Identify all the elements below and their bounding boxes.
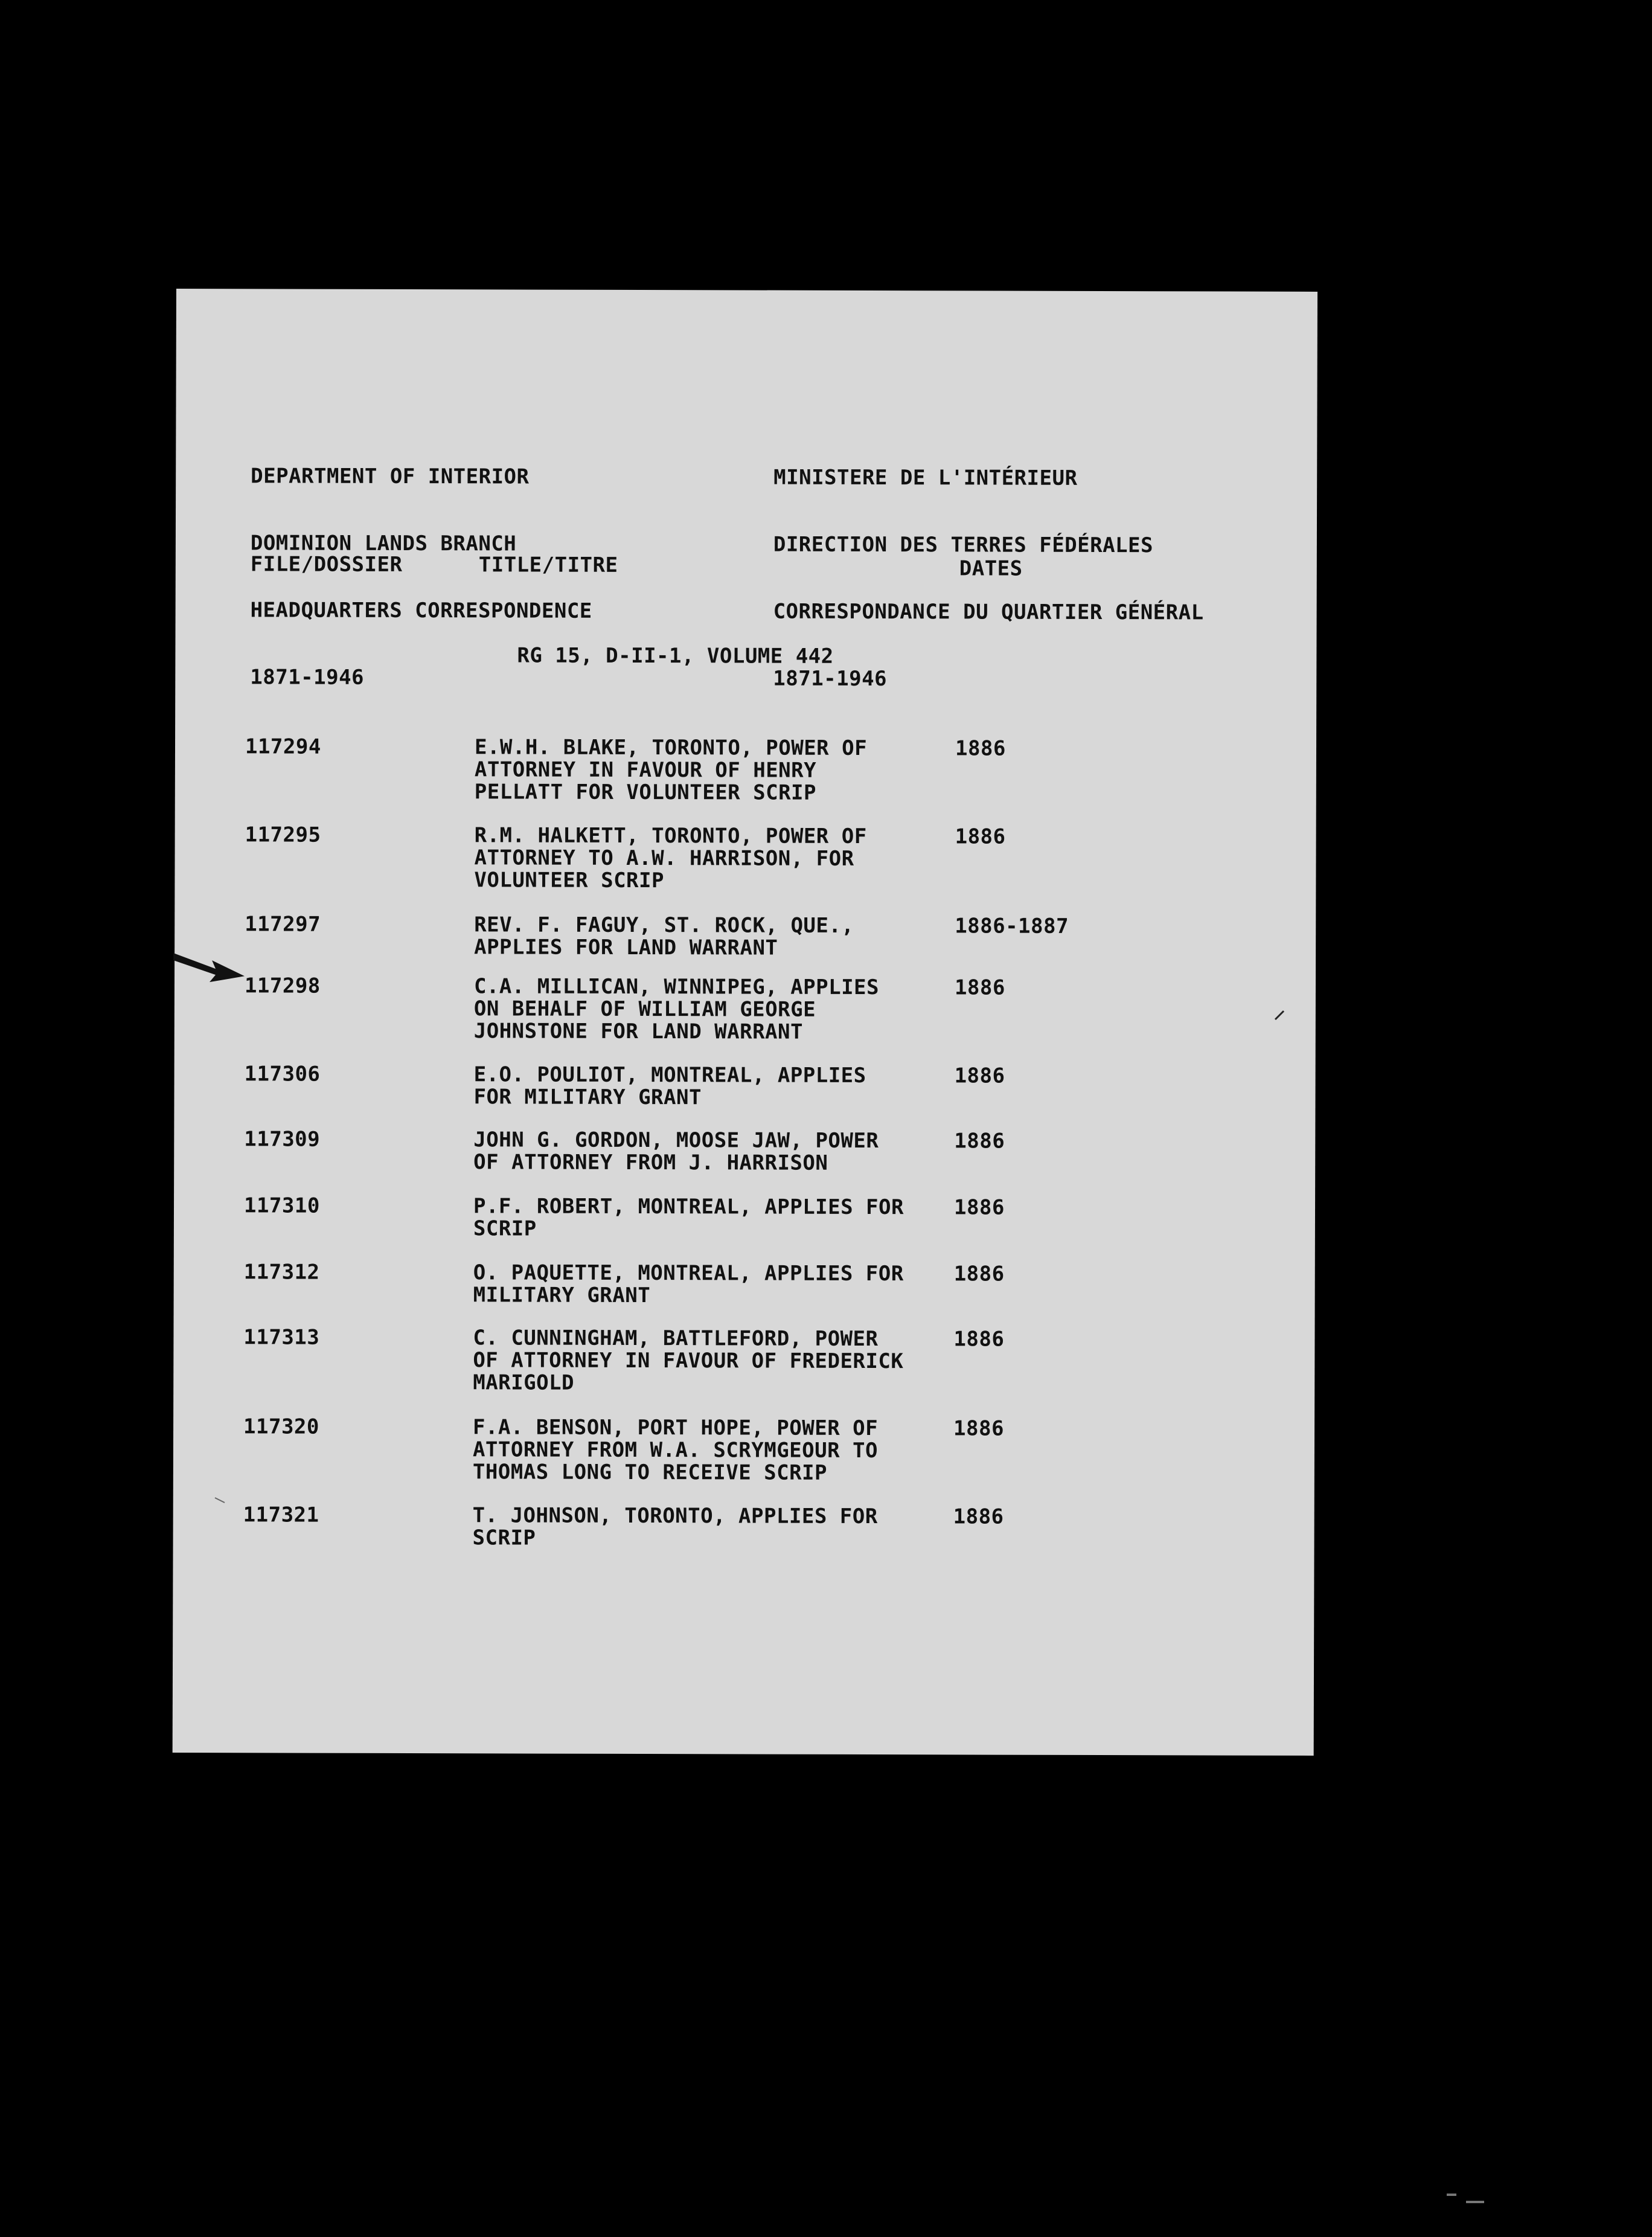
entry-row (174, 1062, 1316, 1110)
entry-date: 1886 (954, 975, 1005, 1000)
entry-title-line: PELLATT FOR VOLUNTEER SCRIP (474, 780, 817, 805)
entry-title-line: MILITARY GRANT (473, 1283, 651, 1308)
entry-date: 1886 (954, 1129, 1005, 1154)
header-english-line: DEPARTMENT OF INTERIOR (251, 464, 530, 489)
entry-title-line: ON BEHALF OF WILLIAM GEORGE (473, 997, 816, 1022)
entry-title (473, 1064, 866, 1109)
entry-title-line: OF ATTORNEY FROM J. HARRISON (473, 1150, 828, 1175)
entry-title (473, 1416, 878, 1484)
entry-title-line: T. JOHNSON, TORONTO, APPLIES FOR (472, 1503, 878, 1529)
header-french-line: CORRESPONDANCE DU QUARTIER GÉNÉRAL (773, 599, 1204, 625)
entry-file-number: 117312 (243, 1260, 320, 1285)
entry-title-line: JOHN G. GORDON, MOOSE JAW, POWER (473, 1128, 879, 1154)
entry-file-number: 117310 (243, 1193, 320, 1218)
entry-row (175, 823, 1316, 893)
entry-title-line: OF ATTORNEY IN FAVOUR OF FREDERICK (473, 1348, 904, 1374)
entry-row (174, 1260, 1315, 1308)
entry-title-line: VOLUNTEER SCRIP (474, 868, 665, 893)
entry-title-line: C. CUNNINGHAM, BATTLEFORD, POWER (473, 1326, 879, 1352)
column-header-dates: DATES (959, 556, 1023, 581)
header-english-line: 1871-1946 (250, 665, 365, 690)
entry-title (473, 1195, 904, 1241)
entry-title-line: ATTORNEY IN FAVOUR OF HENRY (474, 757, 817, 783)
entry-title-line: O. PAQUETTE, MONTREAL, APPLIES FOR (473, 1260, 904, 1286)
entry-title-line: P.F. ROBERT, MONTREAL, APPLIES FOR (473, 1194, 904, 1220)
entry-file-number: 117306 (244, 1062, 321, 1086)
entry-title-line: SCRIP (472, 1526, 536, 1550)
entry-title-line: SCRIP (473, 1216, 537, 1241)
entry-title-line: MARIGOLD (473, 1370, 575, 1395)
entry-row (173, 1414, 1314, 1485)
entry-date: 1886 (953, 1262, 1005, 1286)
entry-title (473, 1504, 878, 1550)
entry-title-line: R.M. HALKETT, TORONTO, POWER OF (474, 823, 867, 849)
column-header-file: FILE/DOSSIER (250, 552, 403, 577)
entry-title (473, 1262, 904, 1308)
entry-file-number: 117297 (245, 912, 321, 937)
entry-file-number: 117294 (245, 734, 321, 759)
entry-row (175, 734, 1316, 805)
entry-title-line: FOR MILITARY GRANT (473, 1085, 702, 1110)
entry-title-line: ATTORNEY FROM W.A. SCRYMGEOUR TO (472, 1437, 879, 1463)
document-page (173, 289, 1317, 1756)
entry-title-line: E.O. POULIOT, MONTREAL, APPLIES (473, 1062, 866, 1088)
volume-reference: RG 15, D-II-1, VOLUME 442 (517, 643, 834, 669)
entry-row (173, 1503, 1314, 1550)
entry-title-line: C.A. MILLICAN, WINNIPEG, APPLIES (473, 974, 880, 1000)
entry-title (473, 1129, 879, 1175)
entry-date: 1886 (954, 1064, 1005, 1088)
entry-file-number: 117295 (245, 823, 321, 847)
entry-row (174, 1127, 1315, 1175)
entry-title-line: REV. F. FAGUY, ST. ROCK, QUE., (474, 913, 854, 938)
entry-title-line: F.A. BENSON, PORT HOPE, POWER OF (473, 1415, 879, 1441)
entry-row (174, 1325, 1315, 1395)
entry-date: 1886 (955, 736, 1006, 761)
entry-file-number: 117309 (244, 1127, 321, 1152)
entry-date: 1886 (953, 1504, 1004, 1529)
entry-row (174, 1193, 1315, 1241)
entry-file-number: 117298 (244, 974, 321, 998)
entry-title (475, 736, 867, 804)
entry-date: 1886 (953, 1195, 1005, 1220)
header-french-line: 1871-1946 (773, 666, 888, 692)
entry-file-number: 117313 (243, 1325, 320, 1350)
header-english (250, 420, 593, 734)
pointer-arrow-icon (173, 947, 252, 983)
entry-date: 1886-1887 (955, 914, 1069, 939)
entry-file-number: 117320 (243, 1414, 319, 1439)
header-french-line: DIRECTION DES TERRES FÉDÉRALES (773, 532, 1154, 558)
header-english-line: DOMINION LANDS BRANCH (250, 531, 517, 556)
entry-title-line: JOHNSTONE FOR LAND WARRANT (473, 1019, 804, 1044)
header-english-line: HEADQUARTERS CORRESPONDENCE (250, 598, 592, 623)
entry-row (174, 912, 1316, 960)
entry-title (474, 824, 866, 893)
entry-title (474, 914, 854, 960)
column-header-title: TITLE/TITRE (478, 553, 618, 577)
entry-title-line: THOMAS LONG TO RECEIVE SCRIP (472, 1460, 828, 1485)
entry-date: 1886 (953, 1416, 1005, 1441)
entry-date: 1886 (953, 1327, 1005, 1352)
entry-row (174, 974, 1316, 1044)
header-french-line: MINISTERE DE L'INTÉRIEUR (773, 465, 1078, 490)
entry-title-line: E.W.H. BLAKE, TORONTO, POWER OF (474, 735, 868, 760)
entry-title (474, 975, 879, 1044)
entry-date: 1886 (955, 824, 1006, 849)
entry-title-line: ATTORNEY TO A.W. HARRISON, FOR (474, 846, 854, 871)
entry-title-line: APPLIES FOR LAND WARRANT (474, 935, 778, 960)
entry-file-number: 117321 (243, 1503, 319, 1527)
entry-title (473, 1327, 903, 1395)
